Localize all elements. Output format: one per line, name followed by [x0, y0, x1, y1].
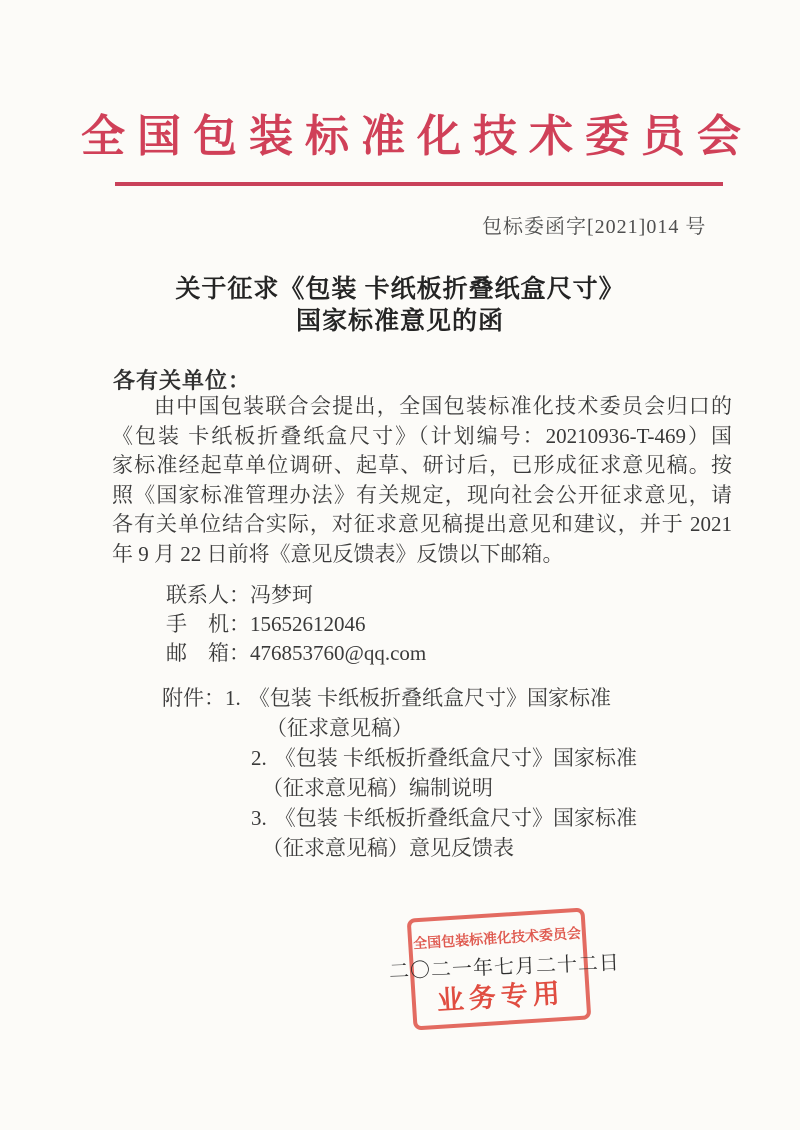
contact-email-label: 邮 箱：: [166, 640, 250, 665]
document-title: [0, 274, 800, 338]
contact-person-label: 联系人：: [166, 583, 250, 607]
attachment-item-3: [0, 803, 800, 833]
attachment-number: 3.: [251, 806, 267, 830]
paragraph-line: 照《国家标准管理办法》有关规定，现向社会公开征求意见，请: [112, 482, 732, 507]
attachment-item-1-subtitle: （征求意见稿）: [266, 716, 413, 740]
paragraph-line: 年 9 月 22 日前将《意见反馈表》反馈以下邮箱。: [112, 541, 564, 566]
stamp-date-text: 二〇二一年七月二十二日: [388, 952, 621, 983]
stamp-org-text: 全国包装标准化技术委员会: [412, 926, 582, 953]
contact-person-row: [166, 581, 426, 610]
paragraph-line: 《包装 卡纸板折叠纸盒尺寸》（计划编号：20210936-T-469）国: [112, 423, 732, 448]
document-title-line1: 关于征求《包装 卡纸板折叠纸盒尺寸》: [175, 276, 625, 303]
letterhead-divider-rule: [115, 182, 723, 186]
stamp-purpose-text: 业务专用: [435, 977, 566, 1016]
attachment-item-2: [0, 743, 800, 773]
attachment-number: 2.: [251, 746, 267, 770]
attachment-item-2-subtitle: （征求意见稿）编制说明: [262, 776, 493, 800]
contact-phone-label: 手 机：: [166, 611, 250, 636]
contact-email-row: [166, 639, 426, 668]
contact-phone-row: [166, 610, 426, 639]
attachment-number: 1.: [225, 686, 241, 710]
attachment-item-3-subtitle: （征求意见稿）意见反馈表: [262, 836, 514, 860]
contact-email-value: 476853760@qq.com: [250, 640, 427, 665]
attachment-title: 《包装 卡纸板折叠纸盒尺寸》国家标准: [274, 806, 637, 830]
body-paragraph: [112, 392, 732, 569]
letterhead-org-name: 全国包装标准化技术委员会: [81, 112, 753, 161]
attachment-item-1: [0, 683, 800, 713]
attachment-title: 《包装 卡纸板折叠纸盒尺寸》国家标准: [248, 686, 611, 710]
attachments-block: [0, 683, 800, 863]
attachment-title: 《包装 卡纸板折叠纸盒尺寸》国家标准: [274, 746, 637, 770]
attachments-label: 附件：: [162, 686, 225, 710]
contact-person-value: 冯梦珂: [250, 583, 313, 607]
contact-phone-value: 15652612046: [250, 611, 366, 636]
paragraph-line: 各有关单位结合实际，对征求意见稿提出意见和建议，并于 2021: [112, 512, 732, 536]
document-title-line2: 国家标准意见的函: [295, 308, 504, 335]
paragraph-line: 家标准经起草单位调研、起草、研讨后，已形成征求意见稿。按: [112, 453, 732, 477]
document-reference-number: 包标委函字[2021]014 号: [482, 216, 707, 238]
paragraph-line: 由中国包装联合会提出，全国包装标准化技术委员会归口的: [154, 394, 732, 418]
contact-block: [166, 581, 426, 667]
salutation: 各有关单位：: [113, 368, 252, 393]
